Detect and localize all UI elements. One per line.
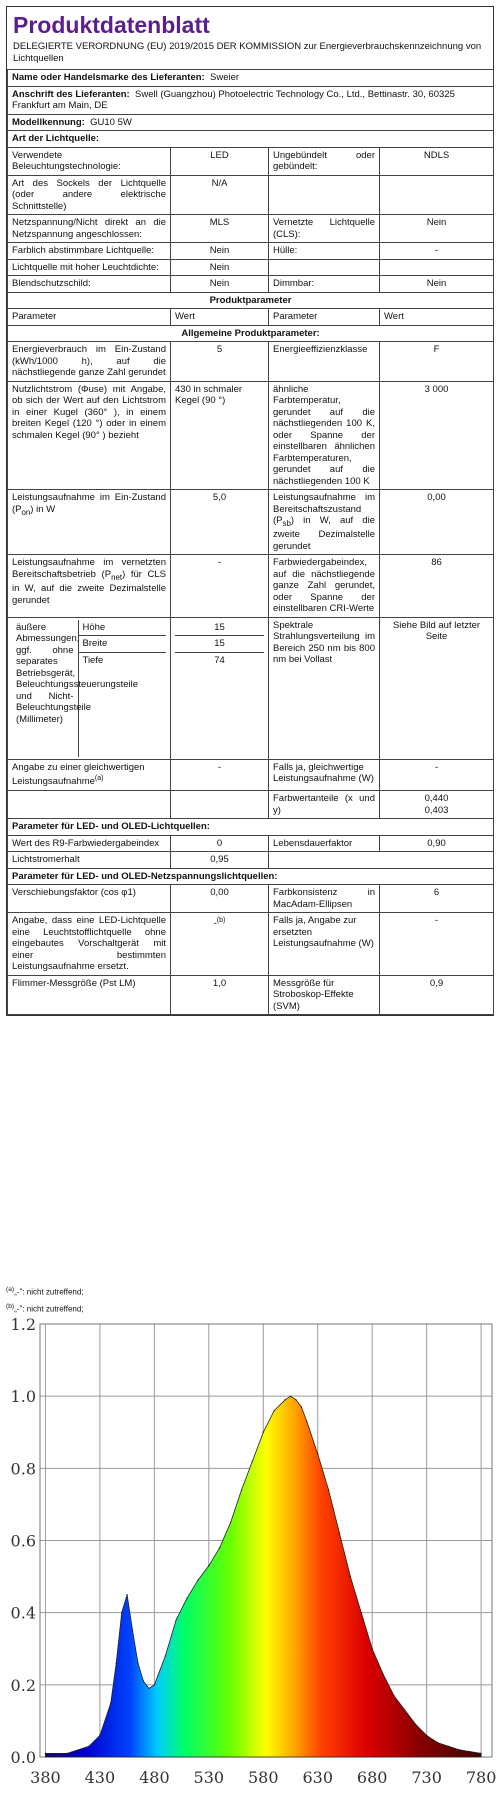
supplier-name-value: Sweier xyxy=(210,72,240,83)
x-tick-label: 730 xyxy=(411,1768,442,1787)
life-value: 0,90 xyxy=(380,835,494,852)
table-row xyxy=(8,759,494,790)
spectrum-data-point xyxy=(45,1753,46,1754)
x-tick-label: 630 xyxy=(302,1768,334,1787)
table-row xyxy=(8,835,494,852)
spectrum-data-point xyxy=(481,1753,482,1754)
empty-cell xyxy=(8,791,171,819)
focus-value: NDLS xyxy=(380,147,494,175)
cri-label: Farbwiedergabeindex, auf die nächstliegende ganze Zahl gerundet, oder Spanne der einstellbaren CRI-Werte xyxy=(269,555,380,618)
tunable-value: Nein xyxy=(171,243,269,260)
model-value: GU10 5W xyxy=(90,116,132,128)
height-value: 15 xyxy=(175,620,264,636)
spectrum-data-point xyxy=(143,1681,144,1682)
led-mains-parameters-heading: Parameter für LED- und OLED-Netzspannungslichtquellen: xyxy=(8,868,494,885)
supplier-address-label: Anschrift des Lieferanten: xyxy=(12,88,130,100)
spectrum-data-point xyxy=(415,1724,416,1725)
spectrum-data-point xyxy=(393,1695,394,1696)
width-value: 15 xyxy=(175,636,264,653)
retrofit-label: Angabe, dass eine LED-Lichtquelle eine Leuchtstofflichtquelle ohne eingebautes Vorschaltgerät mit einer bestimmten Leistungsaufnahme ersetzt. xyxy=(8,913,171,976)
spectrum-data-point xyxy=(230,1522,231,1523)
energy-label: Energieverbrauch im Ein-Zustand (kWh/1000 h), auf die nächstliegende ganze Zahl gerundet xyxy=(8,342,171,382)
spectrum-data-point xyxy=(241,1489,242,1490)
chroma-y-value: 0,403 xyxy=(424,804,449,816)
supplier-name-label: Name oder Handelsmarke des Lieferanten: xyxy=(12,72,205,83)
column-header-row xyxy=(8,309,494,326)
efficiency-label: Energieeffizienzklasse xyxy=(269,342,380,382)
y-tick-label: 0.0 xyxy=(10,1748,36,1767)
life-label: Lebensdauerfaktor xyxy=(269,835,380,852)
spectrum-data-point xyxy=(88,1746,89,1747)
r9-label: Wert des R9-Farbwiedergabeindex xyxy=(8,835,171,852)
empty-cell xyxy=(380,259,494,276)
dimensions-row xyxy=(8,617,494,759)
tech-value: LED xyxy=(171,147,269,175)
x-tick-label: 530 xyxy=(193,1768,225,1787)
macadam-label: Farbkonsistenz in MacAdam-Ellipsen xyxy=(269,885,380,913)
spectrum-data-point xyxy=(208,1565,209,1566)
spectrum-data-point xyxy=(132,1630,133,1631)
socket-label: Art des Sockels der Lichtquelle (oder andere elektrische Schnittstelle) xyxy=(8,175,171,215)
equiv-label: Angabe zu einer gleichwertigen Leistungsaufnahme$^{(a)}$ xyxy=(8,759,171,790)
spectrum-data-point xyxy=(372,1648,373,1649)
supplier-address-value: Swell (Guangzhou) Photoelectric Technology Co., Ltd., Bettinastr. 30, 60325 Frankfurt am Main, DE xyxy=(12,88,455,111)
table-row xyxy=(8,975,494,1015)
spectrum-data-point xyxy=(404,1709,405,1710)
r9-value: 0 xyxy=(171,835,269,852)
supplier-address-row xyxy=(8,86,494,114)
envelope-value: - xyxy=(380,243,494,260)
table-row xyxy=(8,852,494,869)
light-source-heading: Art der Lichtquelle: xyxy=(8,131,494,148)
socket-value: N/A xyxy=(171,175,269,215)
column-header-value: Wert xyxy=(380,309,494,326)
spectrum-data-point xyxy=(306,1421,307,1422)
x-tick-label: 780 xyxy=(465,1768,497,1787)
dimensions-value-table xyxy=(175,620,264,757)
table-row xyxy=(8,259,494,276)
led-heading-row xyxy=(8,819,494,836)
flux-label: Nutzlichtstrom (Φuse) mit Angabe, ob sich der Wert auf den Lichtstrom in einer Kugel (360° ), in einem breiten Kegel (120 °) oder in einem schmalen Kegel (90° ) bezieht xyxy=(8,381,171,490)
empty-cell xyxy=(269,259,380,276)
table-row xyxy=(8,913,494,976)
standby-value: 0,00 xyxy=(380,490,494,555)
spectrum-data-point xyxy=(301,1406,302,1407)
spectrum-data-point xyxy=(263,1432,264,1433)
antiglare-label: Blendschutzschild: xyxy=(8,276,171,293)
table-row xyxy=(8,791,494,819)
spectrum-data-point xyxy=(186,1598,187,1599)
x-tick-label: 380 xyxy=(30,1768,61,1787)
table-row xyxy=(8,555,494,618)
spectrum-data-point xyxy=(328,1489,329,1490)
tech-label: Verwendete Beleuchtungstechnologie: xyxy=(8,147,171,175)
product-parameters-heading: Produktparameter xyxy=(8,292,494,309)
high-lum-value: Nein xyxy=(171,259,269,276)
pf-label: Verschiebungsfaktor (cos φ1) xyxy=(8,885,171,913)
retrofit-if-label: Falls ja, Angabe zur ersetzten Leistungsaufnahme (W) xyxy=(269,913,380,976)
footnote-b: $^{(b)}$„-": nicht zutreffend; xyxy=(6,1302,84,1314)
chroma-value xyxy=(380,791,494,819)
spectral-label: Spektrale Strahlungsverteilung im Bereich 250 nm bis 800 nm bei Vollast xyxy=(269,617,380,759)
spectrum-data-point xyxy=(219,1547,220,1548)
net-standby-label: Leistungsaufnahme im vernetzten Bereitschaftsbetrieb $(P_{net})$ für CLS in W, auf die zweite Dezimalstelle gerundet xyxy=(8,555,171,618)
table-row xyxy=(8,175,494,215)
spectrum-data-point xyxy=(176,1619,177,1620)
supplier-name-row xyxy=(8,70,494,87)
retrofit-value: -$^{(b)}$ xyxy=(171,913,269,976)
table-row xyxy=(8,490,494,555)
spectrum-data-point xyxy=(448,1746,449,1747)
spectrum-data-point xyxy=(137,1663,138,1664)
column-header-parameter: Parameter xyxy=(8,309,171,326)
standby-label: Leistungsaufnahme im Bereitschaftszustand $(P_{sb})$ in W, auf die zweite Dezimalstelle gerundet xyxy=(269,490,380,555)
table-row xyxy=(8,147,494,175)
spectrum-data-point xyxy=(470,1751,471,1752)
spectrum-data-point xyxy=(284,1399,285,1400)
spectrum-data-point xyxy=(339,1533,340,1534)
dimmable-value: Nein xyxy=(380,276,494,293)
table-row xyxy=(8,215,494,243)
spectrum-data-point xyxy=(350,1576,351,1577)
macadam-value: 6 xyxy=(380,885,494,913)
table-row xyxy=(8,381,494,490)
general-parameters-heading: Allgemeine Produktparameter: xyxy=(8,325,494,342)
net-standby-value: - xyxy=(171,555,269,618)
flux-value: 430 in schmaler Kegel (90 °) xyxy=(171,381,269,490)
spectrum-data-point xyxy=(116,1663,117,1664)
cri-value: 86 xyxy=(380,555,494,618)
product-parameters-heading-row xyxy=(8,292,494,309)
width-label: Breite xyxy=(78,636,166,653)
efficiency-value: F xyxy=(380,342,494,382)
spectrum-data-point xyxy=(290,1396,291,1397)
equiv-if-value: - xyxy=(380,759,494,790)
table-row xyxy=(8,243,494,260)
on-power-value: 5,0 xyxy=(171,490,269,555)
equiv-value: - xyxy=(171,759,269,790)
cls-label: Vernetzte Lichtquelle (CLS): xyxy=(269,215,380,243)
spectrum-data-point xyxy=(252,1461,253,1462)
spectrum-data-point xyxy=(127,1594,128,1595)
x-tick-label: 480 xyxy=(139,1768,170,1787)
spectrum-chart xyxy=(0,1312,500,1800)
spectrum-data-point xyxy=(197,1580,198,1581)
datasheet xyxy=(6,6,494,1016)
equiv-if-label: Falls ja, gleichwertige Leistungsaufnahme (W) xyxy=(269,759,380,790)
y-tick-label: 0.8 xyxy=(10,1459,36,1479)
y-tick-label: 0.4 xyxy=(10,1603,36,1623)
spectrum-data-point xyxy=(154,1684,155,1685)
light-source-heading-row xyxy=(8,131,494,148)
spectrum-data-point xyxy=(110,1702,111,1703)
model-label: Modellkennung: xyxy=(12,116,85,128)
dimmable-label: Dimmbar: xyxy=(269,276,380,293)
page-title: Produktdatenblatt xyxy=(13,12,210,38)
x-tick-label: 580 xyxy=(248,1768,279,1787)
column-header-value: Wert xyxy=(171,309,269,326)
y-tick-label: 0.2 xyxy=(10,1675,36,1695)
chroma-label: Farbwertanteile (x und y) xyxy=(269,791,380,819)
model-row xyxy=(8,114,494,131)
spectrum-data-point xyxy=(99,1735,100,1736)
cct-value: 3 000 xyxy=(380,381,494,490)
spectral-value: Siehe Bild auf letzter Seite xyxy=(380,617,494,759)
y-tick-label: 1.2 xyxy=(10,1315,36,1334)
datasheet-table xyxy=(7,69,494,1015)
spectrum-data-point xyxy=(426,1735,427,1736)
spectrum-data-point xyxy=(121,1612,122,1613)
strobo-value: 0,9 xyxy=(380,975,494,1015)
focus-label: Ungebündelt oder gebündelt: xyxy=(269,147,380,175)
energy-value: 5 xyxy=(171,342,269,382)
column-header-parameter: Parameter xyxy=(269,309,380,326)
spectrum-data-point xyxy=(382,1673,383,1674)
cls-value: Nein xyxy=(380,215,494,243)
spectrum-data-point xyxy=(148,1688,149,1689)
mains-value: MLS xyxy=(171,215,269,243)
envelope-label: Hülle: xyxy=(269,243,380,260)
table-row xyxy=(8,276,494,293)
led-mains-heading-row xyxy=(8,868,494,885)
retrofit-if-value: - xyxy=(380,913,494,976)
dimensions-label: äußere Abmessungen, ggf. ohne separates Betriebsgerät, Beleuchtungssteuerungsteile und Nicht-Beleuchtungsteile (Millimeter) xyxy=(12,620,78,757)
table-row xyxy=(8,885,494,913)
maint-label: Lichtstromerhalt xyxy=(8,852,171,869)
spectrum-data-point xyxy=(67,1753,68,1754)
height-label: Höhe xyxy=(78,620,166,636)
dimensions-label-table xyxy=(12,620,166,757)
high-lum-label: Lichtquelle mit hoher Leuchtdichte: xyxy=(8,259,171,276)
y-tick-labels xyxy=(11,1315,36,1767)
spectrum-data-point xyxy=(317,1453,318,1454)
empty-cell xyxy=(269,852,494,869)
empty-cell xyxy=(269,175,380,215)
x-tick-labels xyxy=(30,1768,496,1787)
chart-area-layer xyxy=(45,1396,482,1757)
on-power-label: Leistungsaufnahme im Ein-Zustand $(P_{on})$ in W xyxy=(8,490,171,555)
spectrum-data-point xyxy=(361,1612,362,1613)
table-row xyxy=(8,342,494,382)
empty-cell xyxy=(380,175,494,215)
spectrum-data-point xyxy=(437,1742,438,1743)
empty-cell xyxy=(171,791,269,819)
mains-label: Netzspannung/Nicht direkt an die Netzspannung angeschlossen: xyxy=(8,215,171,243)
depth-label: Tiefe xyxy=(78,652,166,757)
general-heading-row xyxy=(8,325,494,342)
regulation-subtitle: DELEGIERTE VERORDNUNG (EU) 2019/2015 DER KOMMISSION zur Energieverbrauchskennzeichnung von Lichtquellen xyxy=(13,41,482,64)
spectrum-data-point xyxy=(274,1410,275,1411)
tunable-label: Farblich abstimmbare Lichtquelle: xyxy=(8,243,171,260)
led-parameters-heading: Parameter für LED- und OLED-Lichtquellen: xyxy=(8,819,494,836)
antiglare-value: Nein xyxy=(171,276,269,293)
maint-value: 0,95 xyxy=(171,852,269,869)
depth-value: 74 xyxy=(175,652,264,757)
y-tick-label: 1.0 xyxy=(10,1387,36,1407)
spectrum-data-point xyxy=(459,1749,460,1750)
flicker-label: Flimmer-Messgröße (Pst LM) xyxy=(8,975,171,1015)
cct-label: ähnliche Farbtemperatur, gerundet auf die nächstliegenden 100 K, oder Spanne der einstellbaren ähnlichen Farbtemperaturen, gerundet auf die nächstliegenden 100 K xyxy=(269,381,380,490)
y-tick-label: 0.6 xyxy=(10,1531,36,1551)
pf-value: 0,00 xyxy=(171,885,269,913)
chroma-x-value: 0,440 xyxy=(424,793,449,805)
flicker-value: 1,0 xyxy=(171,975,269,1015)
strobo-label: Messgröße für Stroboskop-Effekte (SVM) xyxy=(269,975,380,1015)
x-tick-label: 680 xyxy=(356,1768,388,1787)
footnote-a: $^{(a)}$„-": nicht zutreffend; xyxy=(6,1286,84,1297)
spectrum-data-point xyxy=(165,1655,166,1656)
x-tick-label: 430 xyxy=(84,1768,116,1787)
spectrum-data-point xyxy=(295,1399,296,1400)
